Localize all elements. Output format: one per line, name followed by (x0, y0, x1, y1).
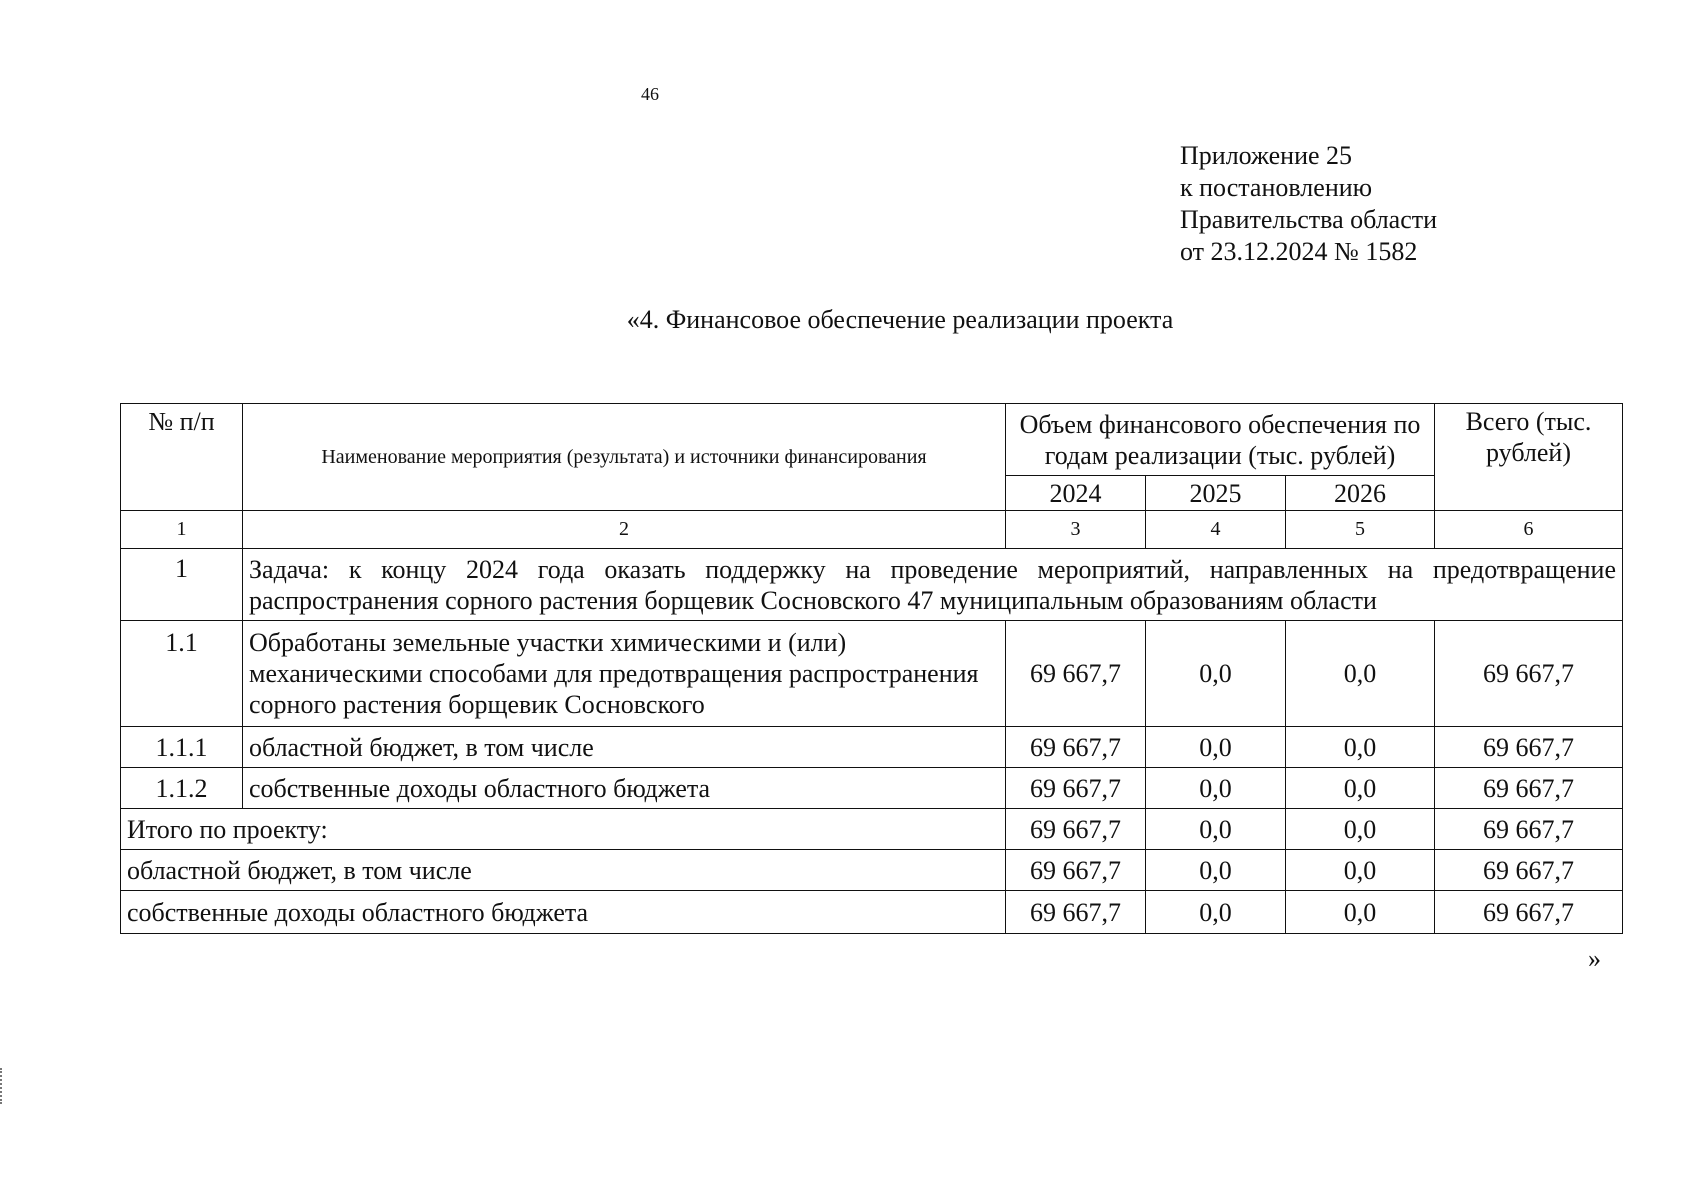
total-2026: 0,0 (1286, 850, 1435, 891)
closing-quote: » (1588, 944, 1601, 973)
total-name: Итого по проекту: (121, 809, 1006, 850)
table-row (121, 727, 1623, 768)
row-2026: 0,0 (1286, 768, 1435, 809)
col-number-6: 6 (1435, 511, 1623, 549)
total-2024: 69 667,7 (1006, 850, 1146, 891)
col-number-4: 4 (1146, 511, 1286, 549)
row-2025: 0,0 (1146, 621, 1286, 727)
header-volume: Объем финансового обеспечения по годам реализации (тыс. рублей) (1006, 404, 1435, 476)
row-num: 1.1.1 (121, 727, 243, 768)
table-row (121, 621, 1623, 727)
section-title: «4. Финансовое обеспечение реализации проекта (626, 305, 1174, 334)
row-2026: 0,0 (1286, 727, 1435, 768)
row-name: собственные доходы областного бюджета (243, 768, 1006, 809)
row-2026: 0,0 (1286, 621, 1435, 727)
col-number-3: 3 (1006, 511, 1146, 549)
appendix-line-1: Приложение 25 (1180, 141, 1353, 170)
col-number-5: 5 (1286, 511, 1435, 549)
row-2025: 0,0 (1146, 727, 1286, 768)
table-row (121, 768, 1623, 809)
total-total: 69 667,7 (1435, 850, 1623, 891)
row-name: областной бюджет, в том числе (243, 727, 1006, 768)
total-row (121, 850, 1623, 891)
row-name: Обработаны земельные участки химическими и (или) механическими способами для предотвращения распространения сорного растения борщевик Сосновского (243, 621, 1006, 727)
task-num: 1 (121, 549, 243, 621)
row-total: 69 667,7 (1435, 727, 1623, 768)
total-2024: 69 667,7 (1006, 809, 1146, 850)
row-2024: 69 667,7 (1006, 621, 1146, 727)
total-total: 69 667,7 (1435, 809, 1623, 850)
row-num: 1.1 (121, 621, 243, 727)
header-total: Всего (тыс. рублей) (1435, 404, 1623, 511)
total-2026: 0,0 (1286, 809, 1435, 850)
appendix-block (1180, 140, 1437, 268)
total-2025: 0,0 (1146, 891, 1286, 934)
row-total: 69 667,7 (1435, 768, 1623, 809)
total-name: собственные доходы областного бюджета (121, 891, 1006, 934)
header-num: № п/п (121, 404, 243, 511)
task-text: Задача: к концу 2024 года оказать поддержку на проведение мероприятий, направленных на предотвращение распространения сорного растения борщевик Сосновского 47 муниципальным образованиям области (243, 549, 1623, 621)
header-year-2025: 2025 (1146, 476, 1286, 511)
row-2025: 0,0 (1146, 768, 1286, 809)
col-number-1: 1 (121, 511, 243, 549)
task-row (121, 549, 1623, 621)
header-name: Наименование мероприятия (результата) и источники финансирования (243, 404, 1006, 511)
financing-table (120, 403, 1623, 934)
col-number-2: 2 (243, 511, 1006, 549)
appendix-line-4: от 23.12.2024 № 1582 (1180, 237, 1418, 266)
row-num: 1.1.2 (121, 768, 243, 809)
total-2025: 0,0 (1146, 850, 1286, 891)
total-total: 69 667,7 (1435, 891, 1623, 934)
total-name: областной бюджет, в том числе (121, 850, 1006, 891)
total-2025: 0,0 (1146, 809, 1286, 850)
row-2024: 69 667,7 (1006, 768, 1146, 809)
total-2026: 0,0 (1286, 891, 1435, 934)
header-year-2024: 2024 (1006, 476, 1146, 511)
column-number-row (121, 511, 1623, 549)
appendix-line-2: к постановлению (1180, 173, 1373, 202)
row-total: 69 667,7 (1435, 621, 1623, 727)
total-2024: 69 667,7 (1006, 891, 1146, 934)
appendix-line-3: Правительства области (1180, 205, 1438, 234)
total-row (121, 809, 1623, 850)
scan-edge-marks (0, 1068, 6, 1104)
total-row (121, 891, 1623, 934)
header-year-2026: 2026 (1286, 476, 1435, 511)
page-number: 46 (641, 84, 659, 104)
row-2024: 69 667,7 (1006, 727, 1146, 768)
